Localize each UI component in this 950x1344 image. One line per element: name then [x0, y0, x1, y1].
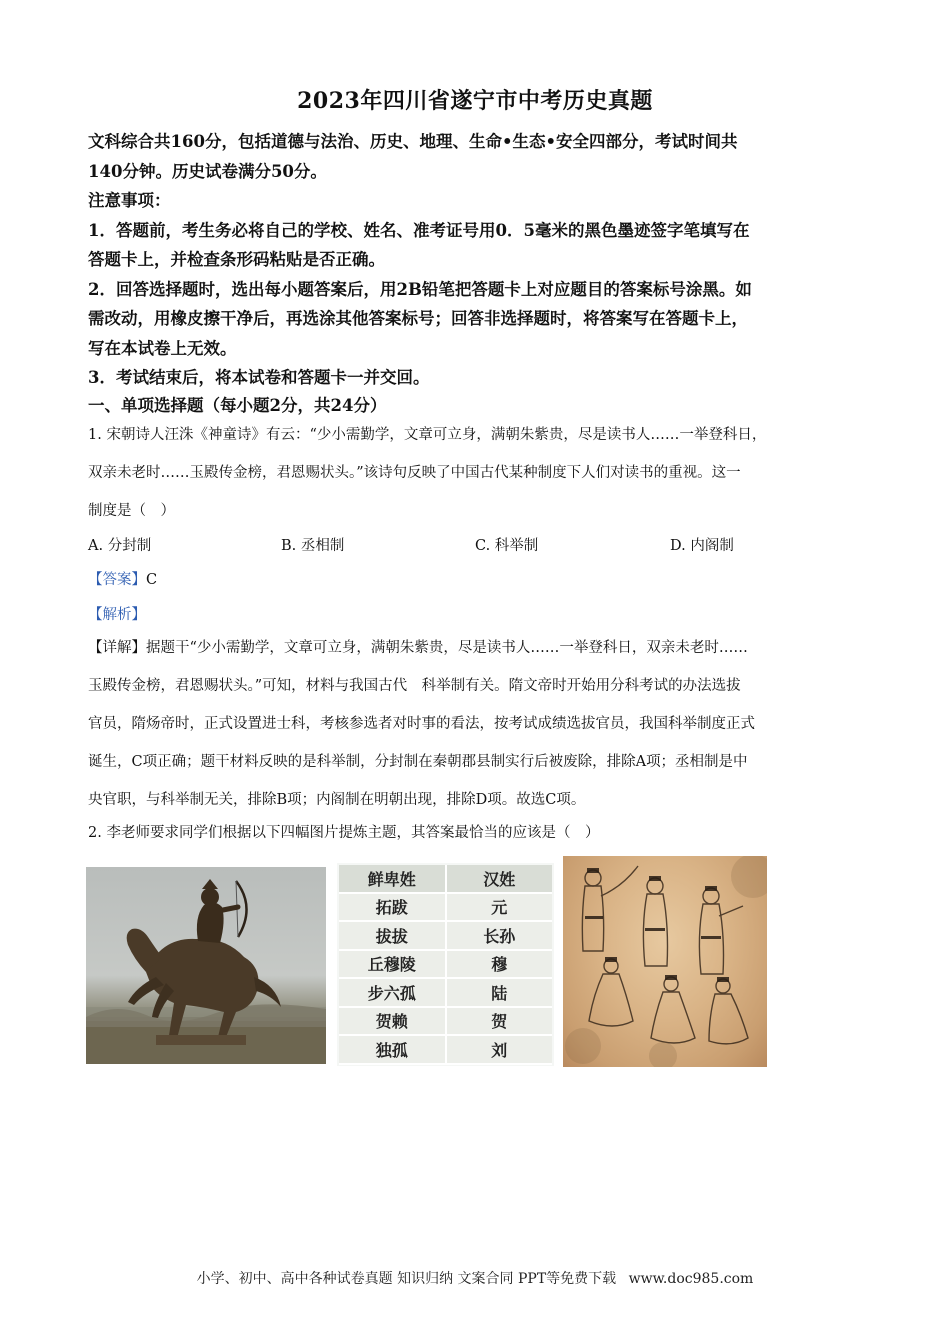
exam-instructions [88, 127, 863, 393]
table-cell: 拓跋 [339, 893, 446, 922]
explanation-line: 官员，隋炀帝时，正式设置进士科，考核参选者对时事的看法，按考试成绩选拔官员，我国科举制度正式 [88, 716, 755, 732]
table-row [339, 921, 552, 950]
explanation-line: 玉殿传金榜，君恩赐状头。”可知，材料与我国古代 科举制有关。隋文帝时开始用分科考试的办法选拔 [88, 678, 741, 694]
footer-text: 小学、初中、高中各种试卷真题 知识归纳 文案合同 PPT等免费下载 [196, 1271, 617, 1287]
table-cell: 步六孤 [339, 978, 446, 1007]
question-line: 双亲未老时……玉殿传金榜，君恩赐状头。”该诗句反映了中国古代某种制度下人们对读书的重视。这一 [88, 465, 741, 481]
horseman-statue-drawing [86, 867, 326, 1064]
explanation-text: 据题干“少小需勤学，文章可立身，满朝朱紫贵，尽是读书人……一举登科日，双亲未老时…… [146, 640, 748, 656]
analysis-label: 【解析】 [88, 607, 146, 623]
table-cell: 贺 [446, 1007, 553, 1036]
page-title: 2023年四川省遂宁市中考历史真题 [297, 88, 653, 114]
table-cell: 穆 [446, 950, 553, 979]
table-row [339, 950, 552, 979]
instruction-line: 答题卡上，并检查条形码粘贴是否正确。 [88, 250, 385, 269]
table-cell: 元 [446, 893, 553, 922]
column-header: 鲜卑姓 [339, 865, 446, 893]
question-1-explanation [88, 633, 868, 823]
explanation-line: 央官职，与科举制无关，排除B项；内阁制在明朝出现，排除D项。故选C项。 [88, 792, 586, 808]
table-cell: 贺赖 [339, 1007, 446, 1036]
mural-painting-image [563, 856, 767, 1067]
option-b: B. 丞相制 [281, 538, 345, 554]
question-2-text: 2. 李老师要求同学们根据以下四幅图片提炼主题，其答案最恰当的应该是（ ） [88, 825, 600, 841]
column-header: 汉姓 [446, 865, 553, 893]
table-cell: 刘 [446, 1035, 553, 1064]
answer-value: C [146, 572, 158, 588]
table-header-row [339, 865, 552, 893]
question-line: 1. 宋朝诗人汪洙《神童诗》有云：“少小需勤学，文章可立身，满朝朱紫贵，尽是读书人……一举登科日， [88, 427, 767, 443]
table-cell: 陆 [446, 978, 553, 1007]
horseman-statue-image [86, 867, 326, 1064]
table-cell: 丘穆陵 [339, 950, 446, 979]
question-line: 制度是（ ） [88, 503, 175, 519]
surname-table-image [337, 863, 554, 1066]
option-c: C. 科举制 [475, 538, 539, 554]
table-row [339, 978, 552, 1007]
detail-label: 【详解】 [88, 640, 146, 656]
table-row [339, 893, 552, 922]
table-cell: 拔拔 [339, 921, 446, 950]
instruction-line: 3．考试结束后，将本试卷和答题卡一并交回。 [88, 368, 430, 387]
instruction-line: 1．答题前，考生务必将自己的学校、姓名、准考证号用0．5毫米的黑色墨迹签字笔填写在 [88, 220, 750, 240]
option-d: D. 内阁制 [670, 538, 734, 554]
surname-table [339, 865, 552, 1065]
table-row [339, 1035, 552, 1064]
table-cell: 长孙 [446, 921, 553, 950]
instruction-line: 写在本试卷上无效。 [88, 338, 237, 358]
instruction-line: 注意事项： [88, 191, 171, 210]
mural-figures-drawing [563, 856, 767, 1067]
question-1-options [88, 532, 868, 560]
footer-url: www.doc985.com [628, 1271, 754, 1287]
instruction-line: 140分钟。历史试卷满分50分。 [88, 161, 327, 181]
table-row [339, 1007, 552, 1036]
answer-label: 【答案】 [88, 572, 146, 588]
instruction-line: 需改动，用橡皮擦干净后，再选涂其他答案标号；回答非选择题时，将答案写在答题卡上， [88, 309, 748, 328]
instruction-line: 2．回答选择题时，选出每小题答案后，用2B铅笔把答题卡上对应题目的答案标号涂黑。如 [88, 279, 752, 299]
explanation-line: 诞生，C项正确；题干材料反映的是科举制，分封制在秦朝郡县制实行后被废除，排除A项；丞相制是中 [88, 754, 748, 770]
table-cell: 独孤 [339, 1035, 446, 1064]
instruction-line: 文科综合共160分，包括道德与法治、历史、地理、生命•生态•安全四部分，考试时间共 [88, 132, 738, 151]
page-footer [0, 1268, 950, 1288]
option-a: A. 分封制 [88, 538, 152, 554]
section-title: 一、单项选择题（每小题2分，共24分） [88, 396, 387, 415]
question-1 [88, 420, 868, 534]
explanation-line [88, 633, 868, 671]
answer-row [88, 566, 157, 594]
